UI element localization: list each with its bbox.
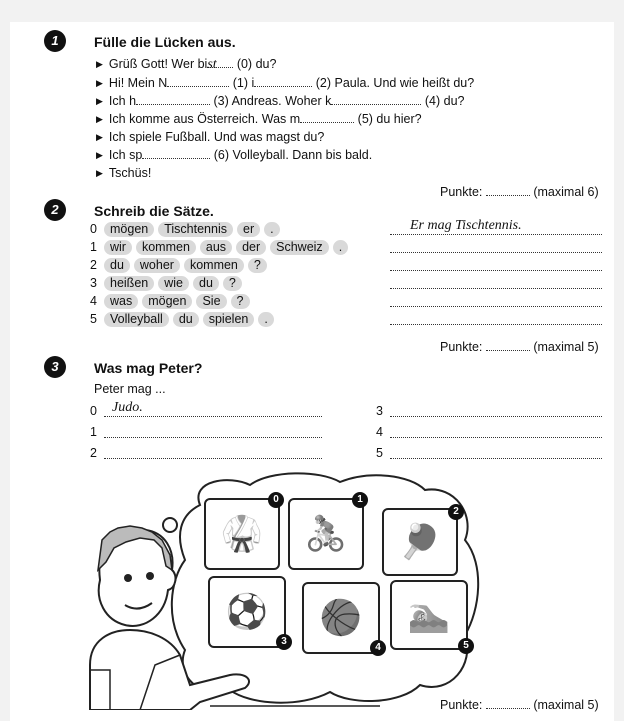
- arrow-icon: ▶: [96, 59, 103, 69]
- ex2-answer-line-3[interactable]: [390, 275, 602, 289]
- ex3-points: Punkte: (maximal 5): [440, 698, 599, 712]
- sport-picture-3: [208, 576, 286, 648]
- exercise-2-badge: 2: [44, 199, 66, 221]
- picture-number-badge: 5: [458, 638, 474, 654]
- sport-picture-4: [302, 582, 380, 654]
- ex2-answer-line-2[interactable]: [390, 257, 602, 271]
- word-chip: ?: [231, 294, 250, 309]
- word-chip: kommen: [184, 258, 244, 273]
- arrow-icon: ▶: [96, 132, 103, 142]
- picture-number-badge: 2: [448, 504, 464, 520]
- ex2-row-3: [90, 276, 246, 291]
- gap-0[interactable]: st: [207, 57, 233, 68]
- table-tennis-icon: 🏓: [398, 523, 442, 561]
- football-icon: ⚽: [225, 593, 269, 631]
- word-chip: ?: [223, 276, 242, 291]
- gap-3[interactable]: [136, 94, 210, 105]
- ex2-answer-line-0[interactable]: [390, 218, 602, 235]
- ex1-line-3: ▶ Ich komme aus Österreich. Was m (5) du hier?: [96, 112, 422, 126]
- row-number: 0: [90, 222, 97, 236]
- ex1-line-0: ▶ Grüß Gott! Wer bist (0) du?: [96, 57, 277, 72]
- ex3-item-number: 5: [376, 446, 383, 460]
- cycling-icon: 🚴: [304, 515, 348, 553]
- word-chip: du: [173, 312, 199, 327]
- word-chip: Schweiz: [270, 240, 329, 255]
- ex1-line-2: ▶ Ich h (3) Andreas. Woher k (4) du?: [96, 94, 465, 108]
- word-chip: er: [237, 222, 260, 237]
- arrow-icon: ▶: [96, 168, 103, 178]
- exercise-1-title: Fülle die Lücken aus.: [94, 34, 236, 50]
- ex3-answer-line-1[interactable]: [104, 424, 322, 438]
- swimming-icon: 🏊: [407, 596, 451, 634]
- word-chip: .: [333, 240, 348, 255]
- ex2-row-1: [90, 240, 352, 255]
- ex1-line-5: ▶ Ich sp (6) Volleyball. Dann bis bald.: [96, 148, 373, 162]
- ex3-item-number: 3: [376, 404, 383, 418]
- word-chip: mögen: [104, 222, 154, 237]
- ex3-answer-line-0[interactable]: [104, 400, 322, 417]
- sport-picture-0: [204, 494, 280, 570]
- row-number: 2: [90, 258, 97, 272]
- arrow-icon: ▶: [96, 150, 103, 160]
- word-chip: mögen: [142, 294, 192, 309]
- ex1-line-4: ▶ Ich spiele Fußball. Und was magst du?: [96, 130, 325, 144]
- word-chip: kommen: [136, 240, 196, 255]
- word-chip: du: [104, 258, 130, 273]
- arrow-icon: ▶: [96, 96, 103, 106]
- ex3-answer-text: Judo.: [112, 400, 143, 415]
- picture-number-badge: 1: [352, 492, 368, 508]
- arrow-icon: ▶: [96, 114, 103, 124]
- arrow-icon: ▶: [96, 78, 103, 88]
- row-number: 5: [90, 312, 97, 326]
- word-chip: du: [193, 276, 219, 291]
- ex2-points-input[interactable]: [486, 340, 530, 351]
- basketball-icon: 🏀: [319, 599, 363, 637]
- ex1-points-input[interactable]: [486, 185, 530, 196]
- sport-picture-5: [390, 580, 468, 650]
- row-number: 3: [90, 276, 97, 290]
- gap-4[interactable]: [331, 94, 421, 105]
- word-chip: Volleyball: [104, 312, 169, 327]
- word-chip: was: [104, 294, 138, 309]
- word-chip: spielen: [203, 312, 255, 327]
- ex2-row-2: [90, 258, 271, 273]
- word-chip: Tischtennis: [158, 222, 233, 237]
- gap-1[interactable]: [167, 76, 229, 87]
- exercise-1-badge: 1: [44, 30, 66, 52]
- picture-number-badge: 4: [370, 640, 386, 656]
- word-chip: aus: [200, 240, 232, 255]
- row-number: 4: [90, 294, 97, 308]
- ex2-row-4: [90, 294, 254, 309]
- word-chip: heißen: [104, 276, 154, 291]
- judo-icon: 🥋: [220, 515, 264, 553]
- word-chip: .: [258, 312, 273, 327]
- ex3-answer-line-5[interactable]: [390, 445, 602, 459]
- ex1-line-6: ▶ Tschüs!: [96, 166, 152, 180]
- ex2-row-0: [90, 222, 284, 237]
- ex2-row-5: [90, 312, 278, 327]
- ex2-answer-line-4[interactable]: [390, 293, 602, 307]
- sport-picture-2: [382, 508, 458, 576]
- ex3-answer-line-4[interactable]: [390, 424, 602, 438]
- ex3-answer-line-2[interactable]: [104, 445, 322, 459]
- ex1-line-1: ▶ Hi! Mein N (1) i (2) Paula. Und wie heißt du?: [96, 76, 475, 90]
- picture-number-badge: 0: [268, 492, 284, 508]
- ex2-answer-line-5[interactable]: [390, 311, 602, 325]
- picture-number-badge: 3: [276, 634, 292, 650]
- word-chip: wir: [104, 240, 132, 255]
- sport-picture-1: [288, 494, 364, 570]
- word-chip: woher: [134, 258, 180, 273]
- ex3-answer-line-3[interactable]: [390, 403, 602, 417]
- ex3-item-number: 1: [90, 425, 97, 439]
- word-chip: der: [236, 240, 266, 255]
- ex1-points: Punkte: (maximal 6): [440, 185, 599, 199]
- ex3-points-input[interactable]: [486, 698, 530, 709]
- exercise-2-title: Schreib die Sätze.: [94, 203, 214, 219]
- ex3-item-number: 2: [90, 446, 97, 460]
- ex3-item-number: 4: [376, 425, 383, 439]
- ex2-points: Punkte: (maximal 5): [440, 340, 599, 354]
- word-chip: ?: [248, 258, 267, 273]
- word-chip: wie: [158, 276, 189, 291]
- gap-5[interactable]: [300, 112, 354, 123]
- gap-6[interactable]: [142, 148, 210, 159]
- exercise-3-badge: 3: [44, 356, 66, 378]
- worksheet-page: [10, 22, 614, 721]
- ex3-item-number: 0: [90, 404, 97, 418]
- ex2-answer-text: Er mag Tischtennis.: [410, 218, 522, 233]
- word-chip: .: [264, 222, 279, 237]
- exercise-3-title: Was mag Peter?: [94, 360, 203, 376]
- ex3-intro: Peter mag ...: [94, 382, 166, 396]
- ex2-answer-line-1[interactable]: [390, 239, 602, 253]
- gap-2[interactable]: [254, 76, 312, 87]
- row-number: 1: [90, 240, 97, 254]
- word-chip: Sie: [196, 294, 226, 309]
